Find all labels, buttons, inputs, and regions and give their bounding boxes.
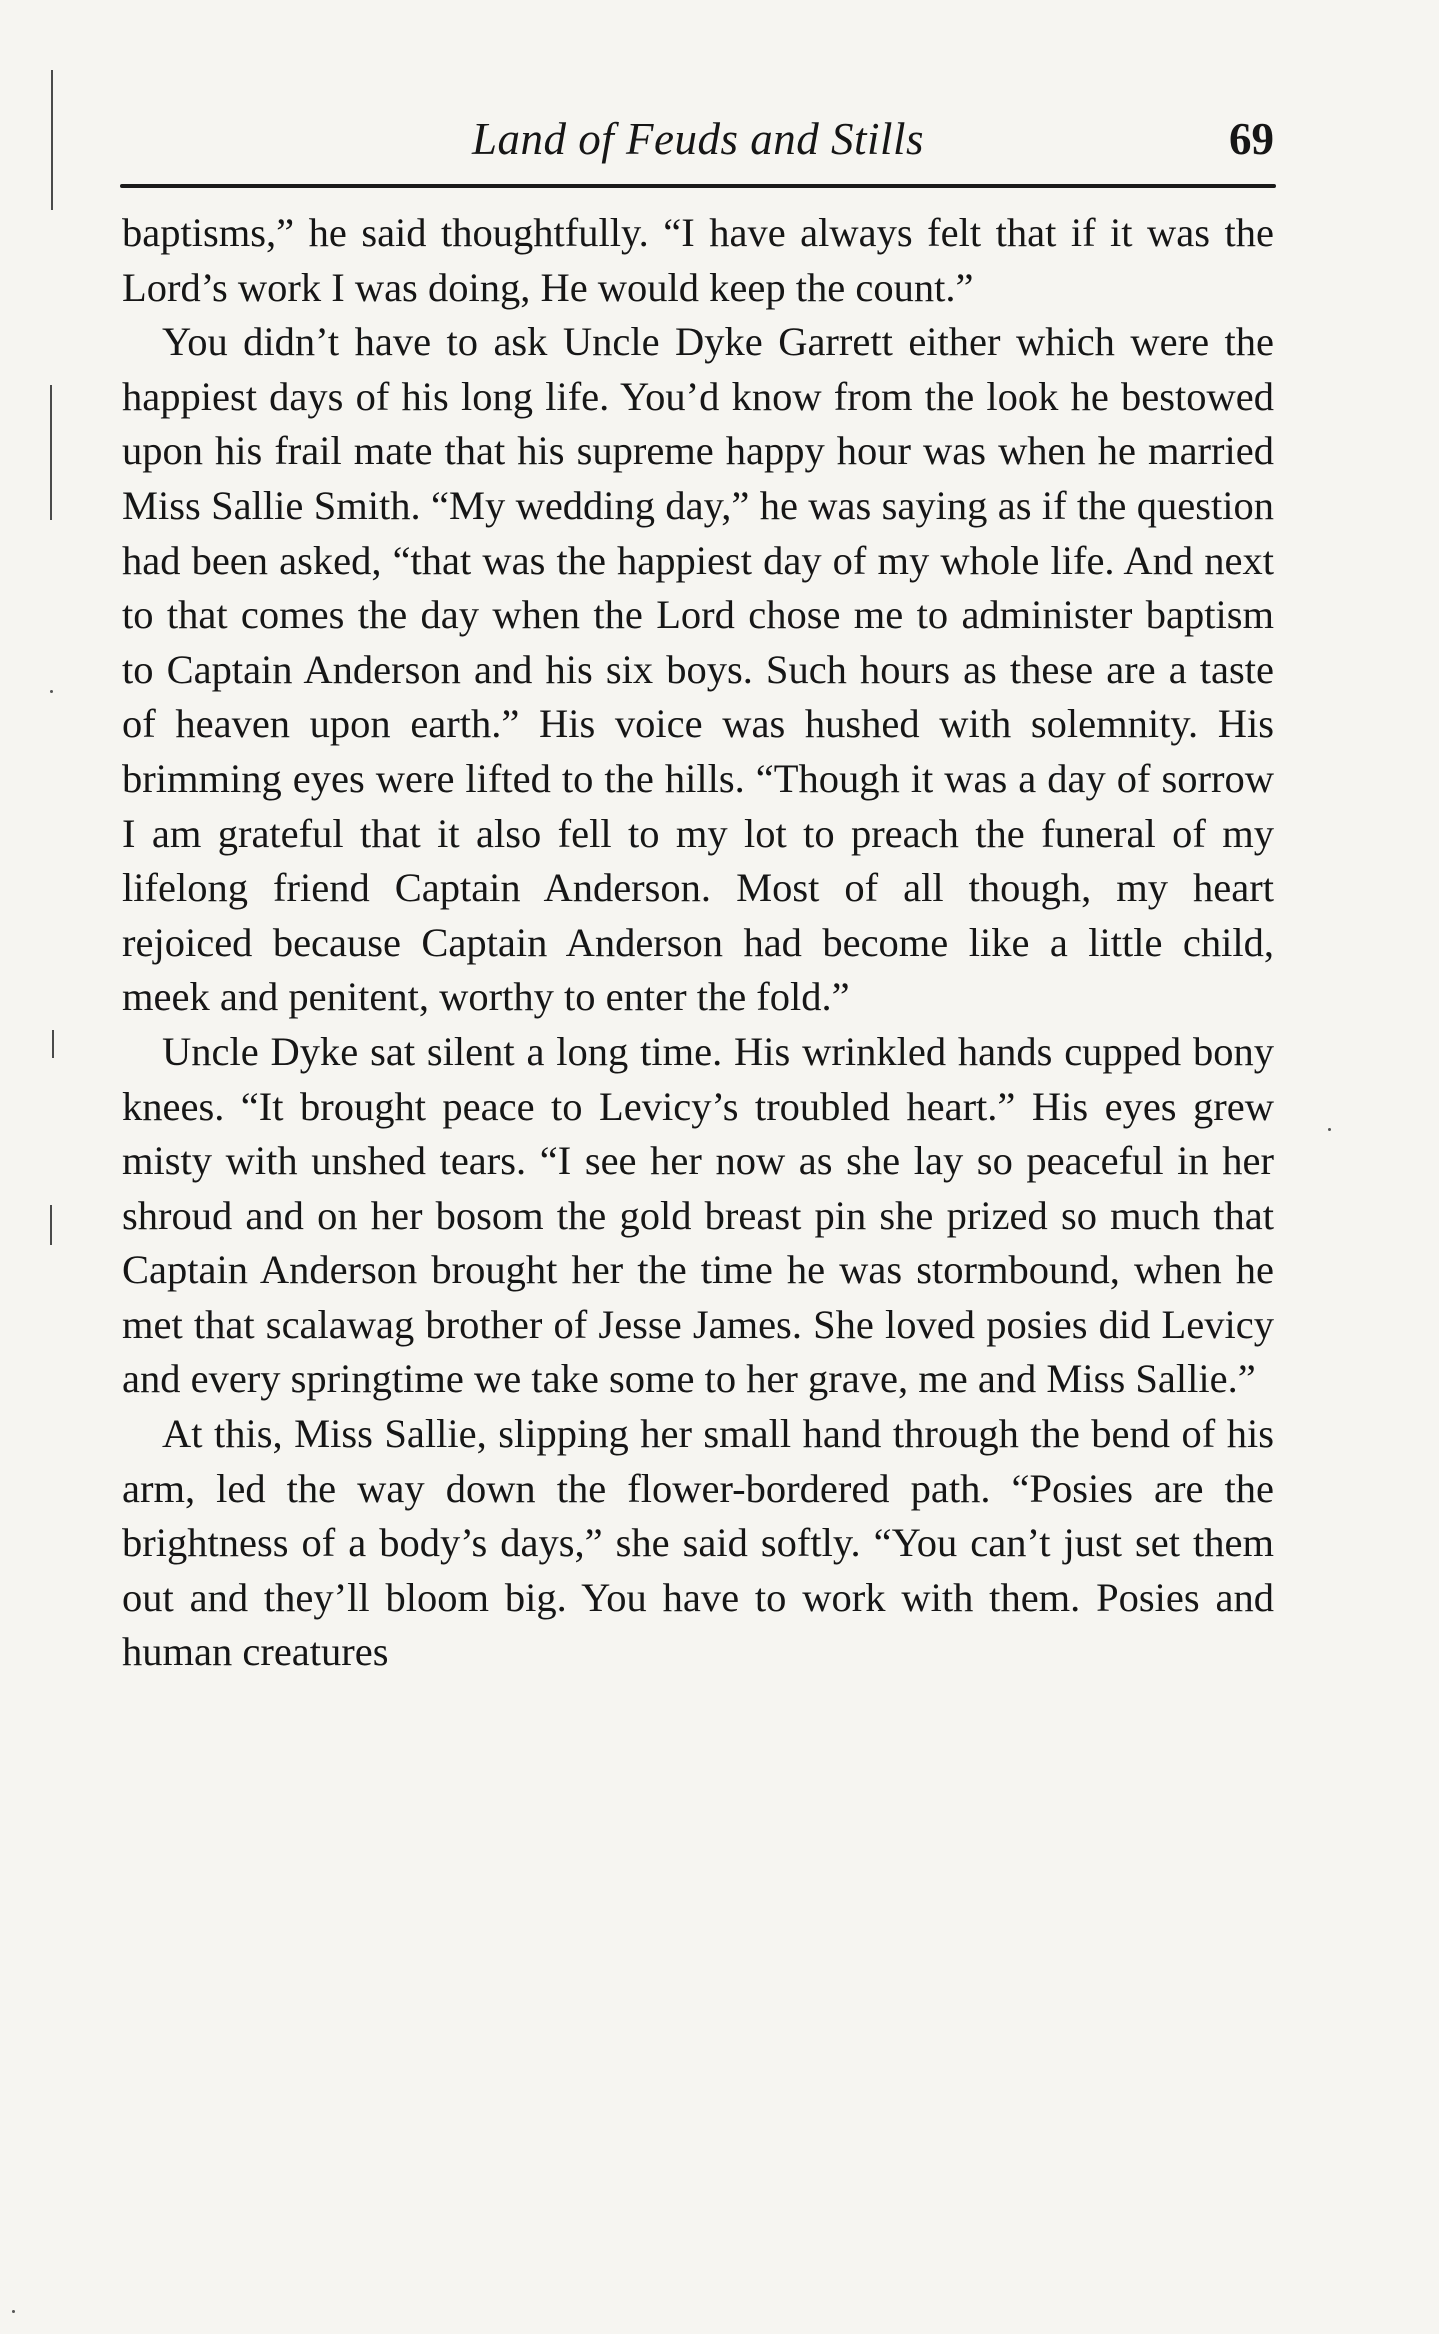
scan-mark: [51, 70, 53, 210]
page-number: 69: [1229, 114, 1274, 164]
header-rule: [120, 184, 1276, 188]
scan-mark: [50, 385, 52, 520]
paragraph: At this, Miss Sallie, slipping her small hand through the bend of his arm, led the way down the flower-bordered path. “Posies are the brightness of a body’s days,” she said softly. “You can’t just set them out and they’ll bloom big. You have to work with them. Posies and human creatures: [122, 1411, 1274, 1675]
paragraph: You didn’t have to ask Uncle Dyke Garrett either which were the happiest days of his long life. You’d know from the look he bestowed upon his frail mate that his supreme happy hour was when he married Miss Sallie Smith. “My wedding day,” he was saying as if the question had been asked, “that was the happiest day of my whole life. And next to that comes the day when the Lord chose me to administer baptism to Captain Anderson and his six boys. Such hours as these are a taste of heaven upon earth.” His voice was hushed with solemnity. His brimming eyes were lifted to the hills. “Though it was a day of sorrow I am grateful that it also fell to my lot to preach the funeral of my lifelong friend Captain Anderson. Most of all though, my heart rejoiced because Captain Anderson had become like a little child, meek and penitent, worthy to enter the fold.”: [122, 319, 1274, 1020]
paragraph-continued: baptisms,” he said thoughtfully. “I have always felt that if it was the Lord’s work I was doing, He would keep the count.”: [122, 210, 1274, 310]
scan-mark: [52, 1030, 54, 1058]
body-text: [122, 206, 1274, 1680]
scan-speck: [12, 2310, 15, 2313]
paragraph: Uncle Dyke sat silent a long time. His wrinkled hands cupped bony knees. “It brought peace to Levicy’s troubled heart.” His eyes grew misty with unshed tears. “I see her now as she lay so peaceful in her shroud and on her bosom the gold breast pin she prized so much that Captain Anderson brought her the time he was stormbound, when he met that scalawag brother of Jesse James. She loved posies did Levicy and every springtime we take some to her grave, me and Miss Sallie.”: [122, 1028, 1274, 1402]
scan-mark: [50, 1205, 52, 1245]
scan-speck: [50, 690, 53, 693]
running-title: Land of Feuds and Stills: [471, 114, 925, 164]
running-head: [122, 104, 1274, 174]
scan-speck: [1328, 1128, 1331, 1131]
